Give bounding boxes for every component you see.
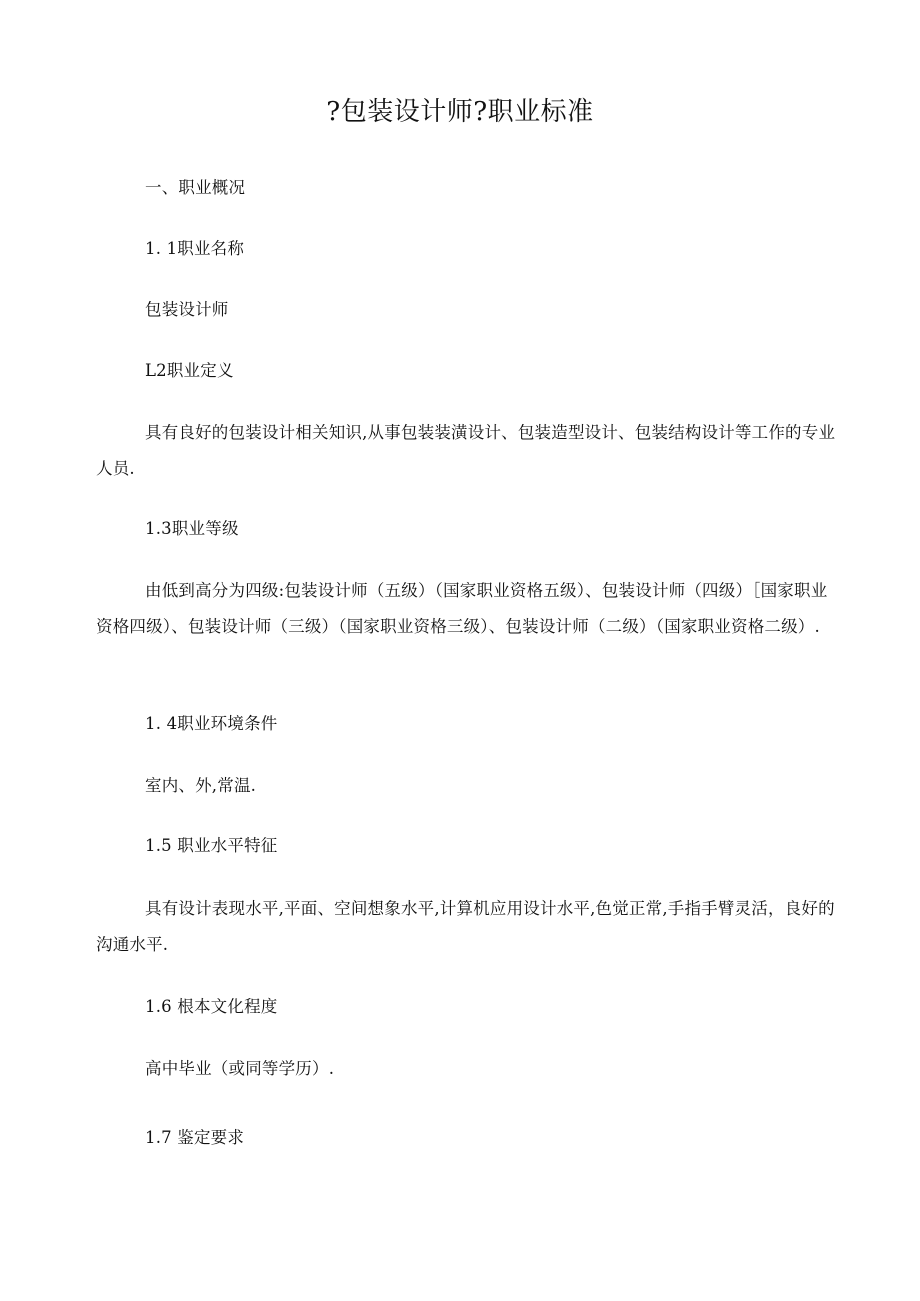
section-heading-1-1: 1. 1职业名称 xyxy=(145,239,245,258)
section-text-1-1: 包装设计师 xyxy=(145,300,229,319)
section-text-1-5: 具有设计表现水平,平面、空间想象水平,计算机应用设计水平,色觉正常,手指手臂灵活，良好的沟通水平. xyxy=(96,899,835,954)
section-heading-1-7: 1.7 鉴定要求 xyxy=(145,1128,245,1147)
section-heading-1-3: 1.3职业等级 xyxy=(145,519,239,538)
section-heading-1-2: L2职业定义 xyxy=(145,361,234,380)
section-text-1-3: 由低到高分为四级:包装设计师（五级）（国家职业资格五级）、包装设计师（四级）［国家职业资格四级）、包装设计师（三级）（国家职业资格三级）、包装设计师（二级）（国家职业资格二级）. xyxy=(96,581,828,636)
section-text-1-4: 室内、外,常温. xyxy=(145,776,257,795)
section-text-1-6: 高中毕业（或同等学历）. xyxy=(145,1059,335,1078)
section-text-1-2: 具有良好的包装设计相关知识,从事包装装潢设计、包装造型设计、包装结构设计等工作的专业人员. xyxy=(96,423,836,478)
section-heading-1: 一、职业概况 xyxy=(145,178,246,197)
section-heading-1-4: 1. 4职业环境条件 xyxy=(145,714,278,733)
document-title: ?包装设计师?职业标准 xyxy=(326,97,594,127)
section-heading-1-5: 1.5 职业水平特征 xyxy=(145,836,278,855)
section-heading-1-6: 1.6 根本文化程度 xyxy=(145,997,278,1016)
